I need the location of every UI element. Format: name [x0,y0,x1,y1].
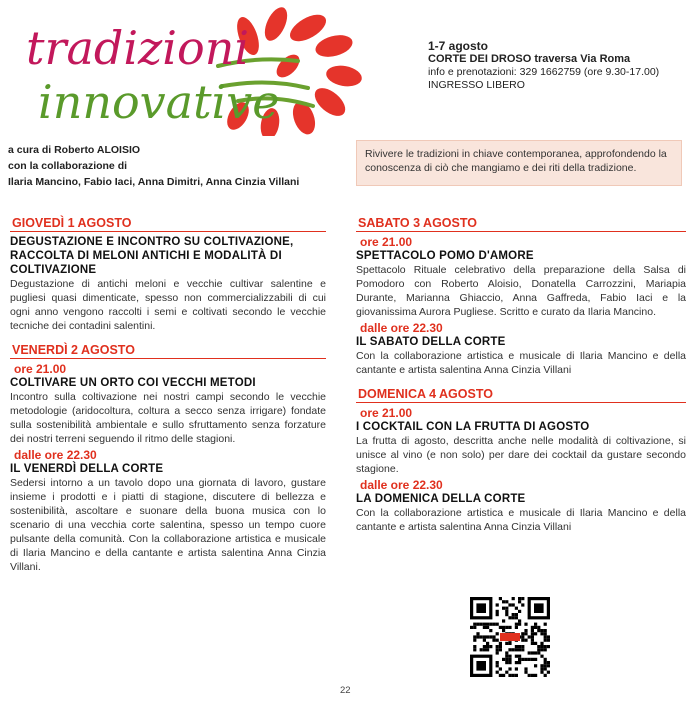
event-contacts: info e prenotazioni: 329 1662759 (ore 9.30-17.00) [428,66,660,78]
event-title: LA DOMENICA DELLA CORTE [356,493,526,505]
event-description: Con la collaborazione artistica e musicale di Ilaria Mancino e della cantante e artista salentina Anna Cinzia Villani [356,507,686,533]
event-title: DEGUSTAZIONE E INCONTRO SU COLTIVAZIONE, RACCOLTA DI MELONI ANTICHI E MODALITÀ DI COLTIVAZIONE [10,236,294,276]
day-heading: VENERDÌ 2 AGOSTO [10,343,326,359]
logo-word-1: tradizioni [26,21,250,75]
logo-graphic [8,6,368,136]
event-time: ore 21.00 [14,362,67,376]
event-venue: CORTE DEI DROSO traversa Via Roma [428,53,631,65]
day-friday [10,343,326,574]
qr-code[interactable] [470,597,550,677]
intro-box: Rivivere le tradizioni in chiave contemporanea, approfondendo la conoscenza di ciò che mangiamo e dei riti della tradizione. [356,140,682,186]
event-time: ore 21.00 [360,406,413,420]
festival-logo [8,6,368,136]
logo-word-2: innovative [38,75,280,129]
qr-code-graphic [470,597,550,677]
left-column [10,216,326,584]
day-saturday [356,216,686,377]
event-entry: INGRESSO LIBERO [428,79,525,91]
curated-line-3: Ilaria Mancino, Fabio Iaci, Anna Dimitri, Anna Cinzia Villani [8,176,300,188]
event-title: COLTIVARE UN ORTO COI VECCHI METODI [10,377,256,389]
event-description: La frutta di agosto, descritta anche nelle modalità di coltivazione, si unisce al vino (e non solo) per dare dei cocktail da gustare secondo stagione. [356,435,686,475]
event-time: dalle ore 22.30 [14,448,97,462]
day-heading: SABATO 3 AGOSTO [356,216,686,232]
day-heading: DOMENICA 4 AGOSTO [356,387,686,403]
event-time: dalle ore 22.30 [360,321,443,335]
day-thursday [10,216,326,333]
event-time: ore 21.00 [360,235,413,249]
event-description: Con la collaborazione artistica e musicale di Ilaria Mancino e della cantante e artista salentina Anna Cinzia Villani [356,350,686,376]
event-info [428,40,688,92]
event-description: Degustazione di antichi meloni e vecchie cultivar salentine e pugliesi quasi dimenticate, spesso non commercializzabili di cui ogni anno vengono raccolti i semi e coltivati secondo le vecchie tecniche dei contadini salentini. [10,278,326,332]
right-column [356,216,686,544]
curated-line-1: a cura di Roberto ALOISIO [8,144,141,156]
day-sunday [356,387,686,534]
event-time: dalle ore 22.30 [360,478,443,492]
page-number: 22 [340,685,351,696]
day-heading: GIOVEDÌ 1 AGOSTO [10,216,326,232]
event-title: IL VENERDÌ DELLA CORTE [10,463,164,475]
event-dates: 1-7 agosto [428,39,489,53]
curated-line-2: con la collaborazione di [8,160,128,172]
event-title: SPETTACOLO POMO D'AMORE [356,250,534,262]
event-description: Sedersi intorno a un tavolo dopo una giornata di lavoro, gustare insieme i prodotti e i piatti di stagione, discutere di bellezza e sostenibilità, ascoltare e suonare della buona musica con lo scenario di una vecchia corte salentina, spesso un tempo cuore pulsante della comunità. Con la collaborazione artistica e musicale di Ilaria Mancino e della cantante e artista salentina Anna Cinzia Villani. [10,477,326,573]
event-description: Spettacolo Rituale celebrativo della preparazione della Salsa di Pomodoro con Roberto Aloisio, Donatella Carrozzini, Mariapia Durante, Marianna Ghiaccio, Anna Gaffreda, Fabio Iaci e la giovanissima Aurora Pugliese. Scritto e curato da Ilaria Mancino. [356,264,686,318]
event-title: I COCKTAIL CON LA FRUTTA DI AGOSTO [356,421,590,433]
event-description: Incontro sulla coltivazione nei nostri campi secondo le vecchie metodologie (aridocoltura, coltura a secco senza irrigare) fondate sulla sostenibilità ambientale e sullo sfruttamento senza forzature dei nostri terreni seguendo il ritmo delle stagioni. [10,391,326,445]
event-title: IL SABATO DELLA CORTE [356,336,506,348]
curated-by [8,142,348,190]
